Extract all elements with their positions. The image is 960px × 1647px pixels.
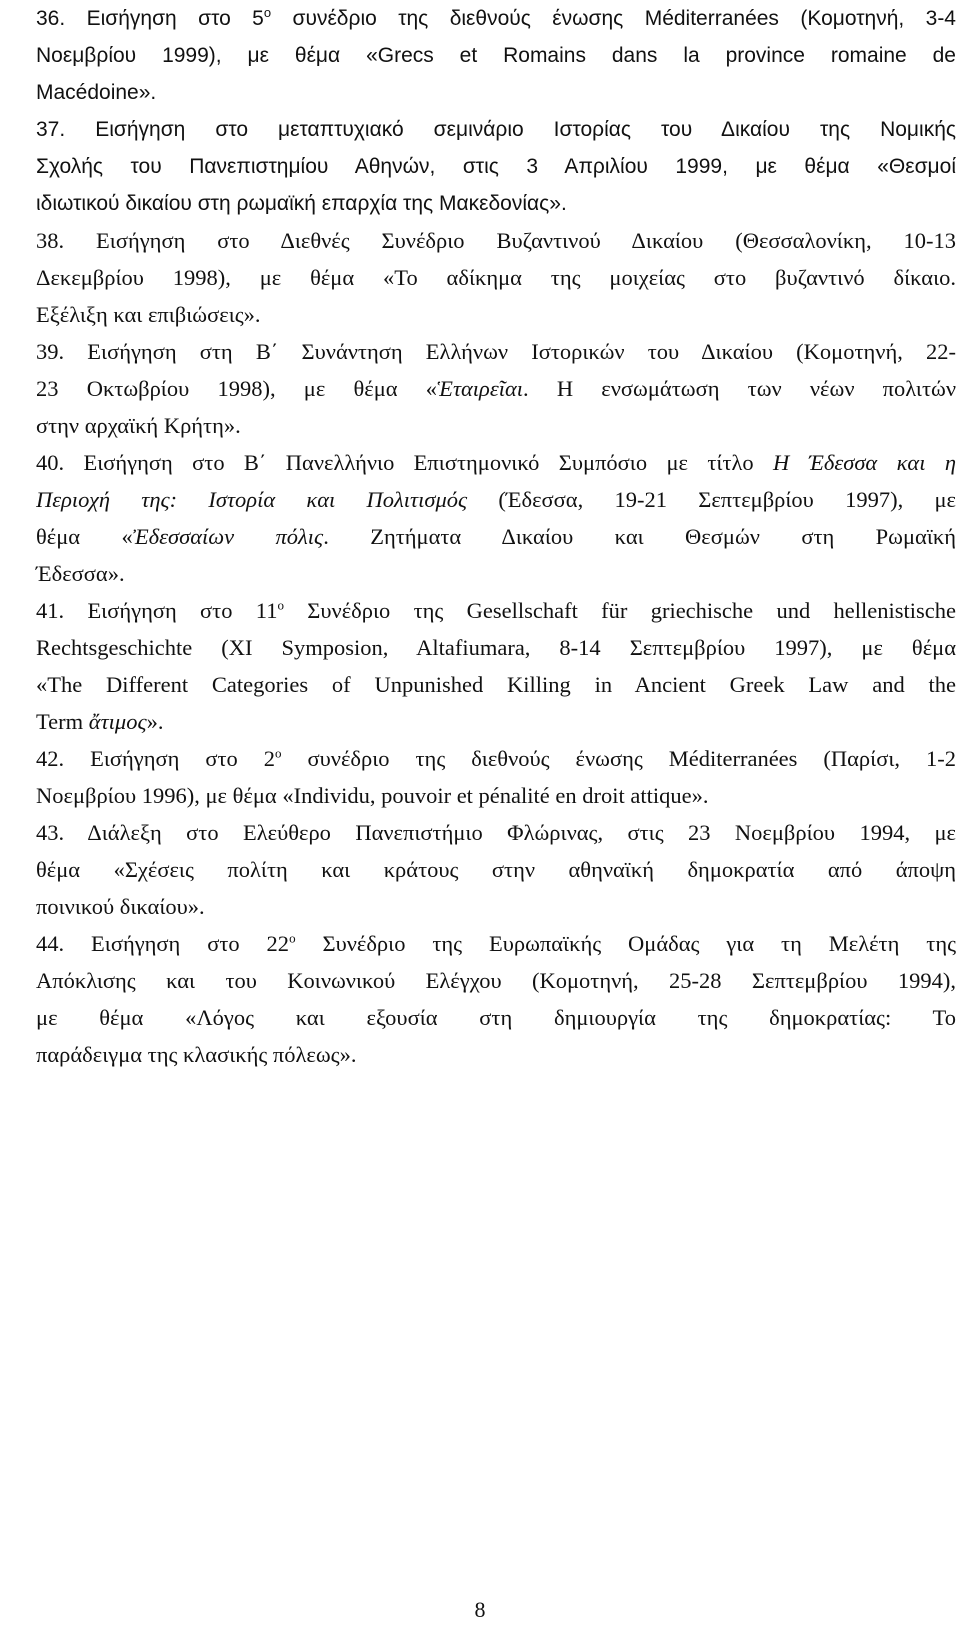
conference-entry xyxy=(36,925,956,1073)
entry-line xyxy=(36,370,956,407)
entry-line xyxy=(36,999,956,1036)
entry-line xyxy=(36,481,956,518)
text-run: Συνέδριο της Ευρωπαϊκής Ομάδας για τη Μελέτη της xyxy=(295,931,956,956)
entry-line xyxy=(36,1036,956,1073)
conference-entry xyxy=(36,814,956,925)
text-run: Macédoine». xyxy=(36,81,157,104)
text-run: Term xyxy=(36,709,89,734)
entry-line xyxy=(36,666,956,703)
text-run: Rechtsgeschichte (XI Symposion, Altafiumara, 8-14 Σεπτεμβρίου 1997), με θέμα xyxy=(36,635,956,660)
text-run: 38. Εισήγηση στο Διεθνές Συνέδριο Βυζαντινού Δικαίου (Θεσσαλονίκη, 10-13 xyxy=(36,228,956,253)
text-run: 36. Εισήγηση στο 5 xyxy=(36,7,264,30)
text-run: Εξέλιξη και επιβιώσεις». xyxy=(36,302,261,327)
entry-line xyxy=(36,962,956,999)
text-run: συνέδριο της διεθνούς ένωσης Méditerranées (Κομοτηνή, 3-4 xyxy=(271,7,956,30)
text-run: ποινικού δικαίου». xyxy=(36,894,205,919)
entry-line xyxy=(36,925,956,962)
text-run: Νοεμβρίου 1999), με θέμα «Grecs et Romains dans la province romaine de xyxy=(36,44,956,67)
text-run: Σχολής του Πανεπιστημίου Αθηνών, στις 3 Απριλίου 1999, με θέμα «Θεσμοί xyxy=(36,155,956,178)
text-run: θέμα «Σχέσεις πολίτη και κράτους στην αθηναϊκή δημοκρατία από άποψη xyxy=(36,857,956,882)
ordinal-superscript: ο xyxy=(277,597,284,613)
entry-line xyxy=(36,185,956,222)
entry-line xyxy=(36,111,956,148)
text-run: παράδειγμα της κλασικής πόλεως». xyxy=(36,1042,357,1067)
text-run: συνέδριο της διεθνούς ένωσης Méditerranées (Παρίσι, 1-2 xyxy=(281,746,956,771)
text-run: Συνέδριο της Gesellschaft für griechische und hellenistische xyxy=(283,598,956,623)
entry-line xyxy=(36,74,956,111)
text-run: ». xyxy=(146,709,164,734)
italic-title: Ἑταιρεῖαι xyxy=(437,376,524,401)
ordinal-superscript: ο xyxy=(263,5,272,20)
entry-line xyxy=(36,518,956,555)
conference-entry xyxy=(36,740,956,814)
entry-line xyxy=(36,407,956,444)
entry-line xyxy=(36,814,956,851)
text-run: 37. Εισήγηση στο μεταπτυχιακό σεμινάριο Ιστορίας του Δικαίου της Νομικής xyxy=(36,118,956,141)
text-run: Έδεσσα». xyxy=(36,561,125,586)
text-run: (Έδεσσα, 19-21 Σεπτεμβρίου 1997), με xyxy=(467,487,956,512)
text-run: θέμα « xyxy=(36,524,133,549)
entry-line xyxy=(36,777,956,814)
entry-line xyxy=(36,444,956,481)
entry-line xyxy=(36,851,956,888)
italic-title: ἄτιμος xyxy=(88,709,147,734)
conference-entry xyxy=(36,111,956,222)
entry-line xyxy=(36,629,956,666)
text-run: 43. Διάλεξη στο Ελεύθερο Πανεπιστήμιο Φλώρινας, στις 23 Νοεμβρίου 1994, με xyxy=(36,820,956,845)
italic-title: Περιοχή της: Ιστορία και Πολιτισμός xyxy=(36,487,468,512)
text-run: 39. Εισήγηση στη Β΄ Συνάντηση Ελλήνων Ιστορικών του Δικαίου (Κομοτηνή, 22- xyxy=(36,339,956,364)
italic-title: Η Έδεσσα και η xyxy=(773,450,956,475)
text-run: Δεκεμβρίου 1998), με θέμα «Το αδίκημα της μοιχείας στο βυζαντινό δίκαιο. xyxy=(36,265,956,290)
entry-line xyxy=(36,259,956,296)
conference-entries xyxy=(36,0,956,1073)
entry-line xyxy=(36,703,956,740)
entry-line xyxy=(36,333,956,370)
conference-entry xyxy=(36,0,956,111)
text-run: 44. Εισήγηση στο 22 xyxy=(36,931,290,956)
text-run: 41. Εισήγηση στο 11 xyxy=(36,598,278,623)
entry-line xyxy=(36,592,956,629)
text-run: στην αρχαϊκή Κρήτη». xyxy=(36,413,241,438)
text-run: 42. Εισήγηση στο 2 xyxy=(36,746,276,771)
entry-line xyxy=(36,296,956,333)
italic-title: Ἐδεσσαίων πόλις xyxy=(132,524,324,549)
conference-entry xyxy=(36,444,956,592)
entry-line xyxy=(36,148,956,185)
conference-entry xyxy=(36,333,956,444)
ordinal-superscript: ο xyxy=(275,745,282,761)
text-run: με θέμα «Λόγος και εξουσία στη δημιουργία της δημοκρατίας: Το xyxy=(36,1005,956,1030)
text-run: . Ζητήματα Δικαίου και Θεσμών στη Ρωμαϊκή xyxy=(323,524,956,549)
entry-line xyxy=(36,222,956,259)
text-run: 23 Οκτωβρίου 1998), με θέμα « xyxy=(36,376,437,401)
text-run: Νοεμβρίου 1996), με θέμα «Individu, pouvoir et pénalité en droit attique». xyxy=(36,783,709,808)
conference-entry xyxy=(36,592,956,740)
text-run: Απόκλισης και του Κοινωνικού Ελέγχου (Κομοτηνή, 25-28 Σεπτεμβρίου 1994), xyxy=(36,968,956,993)
text-run: 40. Εισήγηση στο Β΄ Πανελλήνιο Επιστημονικό Συμπόσιο με τίτλο xyxy=(36,450,774,475)
entry-line xyxy=(36,555,956,592)
page-number: 8 xyxy=(474,1597,486,1622)
entry-line xyxy=(36,0,956,37)
text-run: ιδιωτικού δικαίου στη ρωμαϊκή επαρχία της Μακεδονίας». xyxy=(36,192,567,215)
entry-line xyxy=(36,888,956,925)
text-run: «The Different Categories of Unpunished Killing in Ancient Greek Law and the xyxy=(36,672,956,697)
conference-entry xyxy=(36,222,956,333)
ordinal-superscript: ο xyxy=(289,930,296,946)
entry-line xyxy=(36,37,956,74)
entry-line xyxy=(36,740,956,777)
text-run: . Η ενσωμάτωση των νέων πολιτών xyxy=(523,376,956,401)
